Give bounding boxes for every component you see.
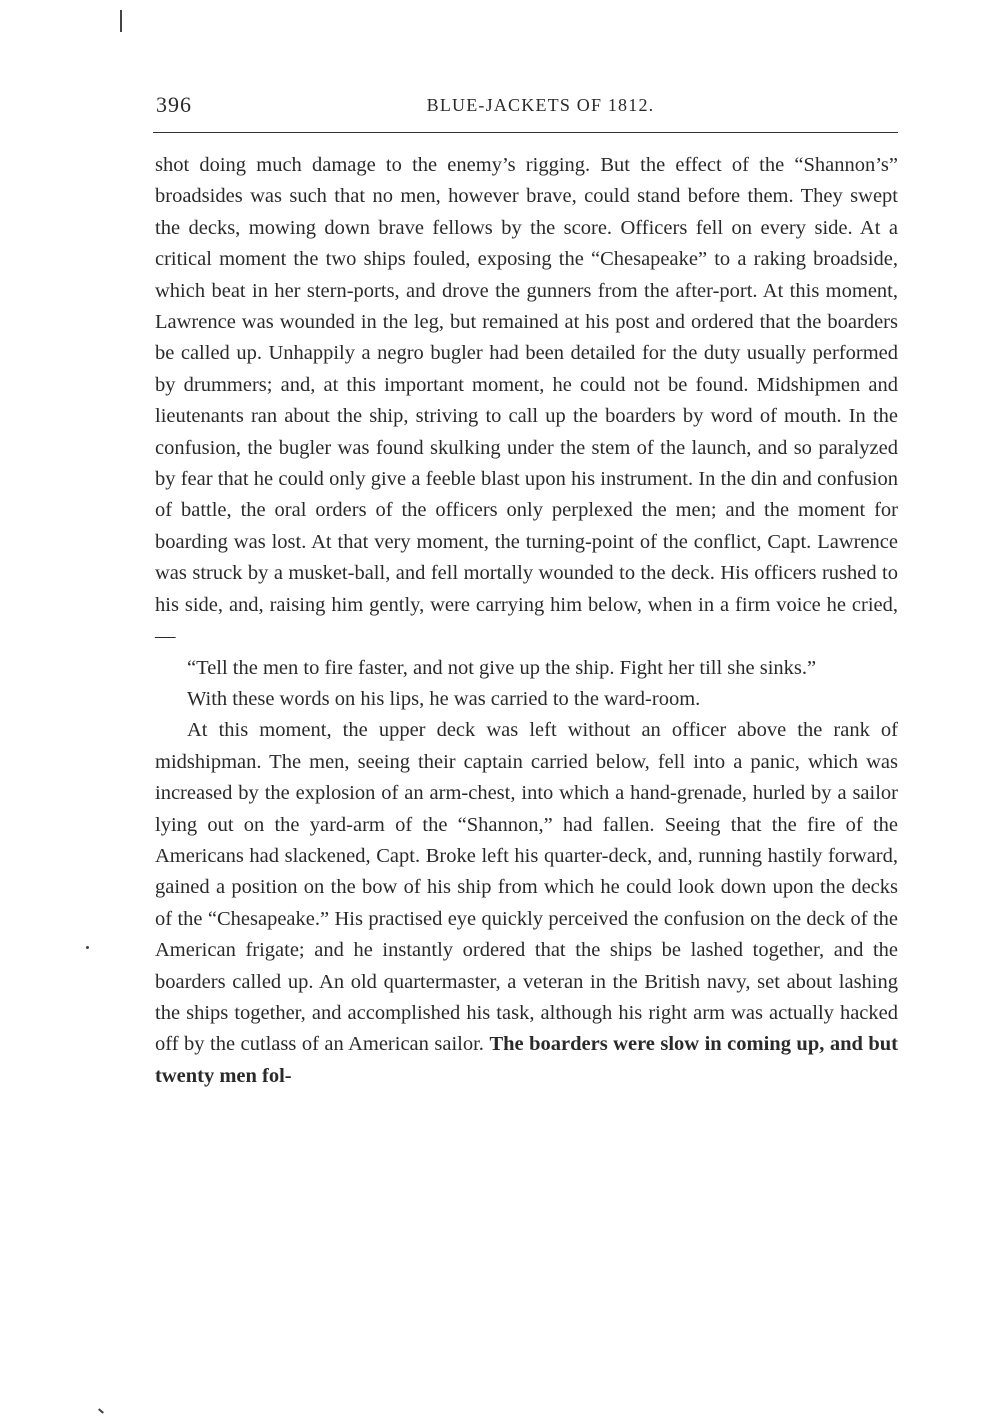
- page-header: [153, 86, 898, 120]
- scan-mark: [120, 10, 122, 32]
- paragraph-text: At this moment, the upper deck was left without an officer above the rank of midshipman. The men, seeing their captain carried below, fell into a panic, which was increased by the explosion of an arm-chest, into which a hand-grenade, hurled by a sailor lying out on the yard-arm of the “Shannon,” had fallen. Seeing that the fire of the Americans had slackened, Capt. Broke left his quarter-deck, and, running hastily forward, gained a position on the bow of his ship from which he could look down upon the decks of the “Chesapeake.” His practised eye quickly perceived the confusion on the deck of the American frigate; and he instantly ordered that the ships be lashed together, and the boarders called up. An old quartermaster, a veteran in the British navy, set about lashing the ships together, and accomplished his task, although his right arm was actually hacked off by the cutlass of an American sailor.: [155, 719, 898, 1056]
- bold-continuation: The boarders were slow in coming up, and but twenty men fol-: [155, 1033, 899, 1087]
- body-text: [155, 150, 898, 1092]
- paragraph: “Tell the men to fire faster, and not give up the ship. Fight her till she sinks.”: [187, 656, 817, 679]
- page-number: 396: [156, 92, 192, 117]
- running-title: BLUE-JACKETS OF 1812.: [426, 95, 655, 115]
- scan-mark: [98, 1408, 104, 1413]
- paragraph: With these words on his lips, he was carried to the ward-room.: [187, 687, 701, 710]
- paragraph: shot doing much damage to the enemy’s rigging. But the effect of the “Shannon’s” broadsides was such that no men, however brave, could stand before them. They swept the decks, mowing down brave fellows by the score. Officers fell on every side. At a critical moment the two ships fouled, exposing the “Chesapeake” to a raking broadside, which beat in her stern-ports, and drove the gunners from the after-port. At this moment, Lawrence was wounded in the leg, but remained at his post and ordered that the boarders be called up. Unhappily a negro bugler had been detailed for the duty usually performed by drummers; and, at this important moment, he could not be found. Midshipmen and lieutenants ran about the ship, striving to call up the boarders by word of mouth. In the confusion, the bugler was found skulking under the stem of the launch, and so paralyzed by fear that he could only give a feeble blast upon his instrument. In the din and confusion of battle, the oral orders of the officers only perplexed the men; and the moment for boarding was lost. At that very moment, the turning-point of the conflict, Capt. Lawrence was struck by a musket-ball, and fell mortally wounded to the deck. His officers rushed to his side, and, raising him gently, were carrying him below, when in a firm voice he cried, —: [155, 154, 898, 648]
- paragraph: [155, 715, 898, 1092]
- scan-mark: [86, 946, 89, 949]
- header-rule: [153, 132, 898, 133]
